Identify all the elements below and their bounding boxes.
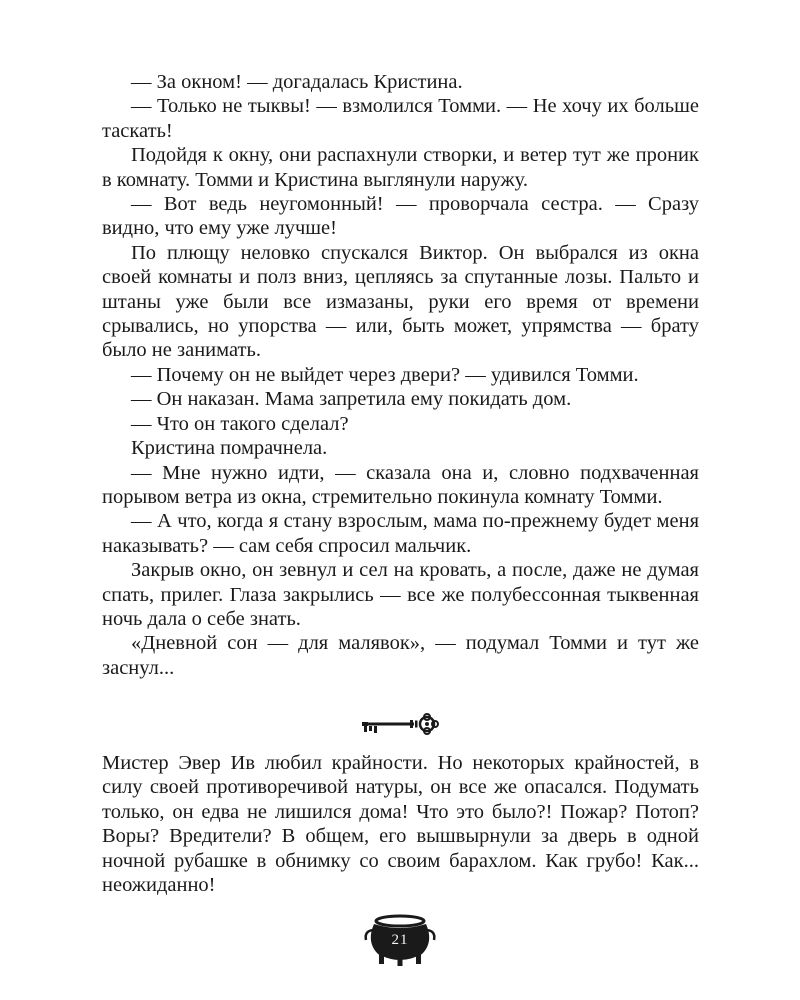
paragraph: — Что он такого сделал?	[131, 412, 349, 435]
page-number-badge	[362, 908, 438, 970]
paragraph: — За окном! — догадалась Кристина.	[131, 71, 463, 93]
paragraph: «Дневной сон — для малявок», — подумал Томми и тут же заснул...	[102, 632, 699, 679]
paragraph: Мистер Эвер Ив любил крайности. Но некоторых крайностей, в силу своей противоречивой натуры, он все же опасался. Подумать только, он едва не лишился дома! Что это было?! Пожар? Потоп? Воры? Вредители? В общем, его вышвырнули за дверь в одной ночной рубашке в обнимку со своим барахлом. Как грубо! Как... неожиданно!	[102, 752, 699, 897]
paragraph: Подойдя к окну, они распахнули створки, и ветер тут же проник в комнату. Томми и Кристина выглянули наружу.	[102, 144, 699, 191]
paragraph: Кристина помрачнела.	[131, 437, 328, 460]
key-ornament-icon	[360, 710, 440, 740]
paragraph: — Только не тыквы! — взмолился Томми. — Не хочу их больше таскать!	[102, 95, 699, 142]
paragraph: — А что, когда я стану взрослым, мама по-прежнему будет меня наказывать? — сам себя спросил мальчик.	[102, 510, 699, 557]
paragraph: — Мне нужно идти, — сказала она и, словно подхваченная порывом ветра из окна, стремительно покинула комнату Томми.	[102, 461, 699, 508]
paragraph: — Почему он не выйдет через двери? — удивился Томми.	[131, 363, 639, 386]
paragraph: Закрыв окно, он зевнул и сел на кровать, а после, даже не думая спать, прилег. Глаза закрылись — все же полубессонная тыквенная ночь дала о себе знать.	[102, 559, 699, 630]
text-section-one	[102, 70, 699, 680]
paragraph: По плющу неловко спускался Виктор. Он выбрался из окна своей комнаты и полз вниз, цепляясь за спутанные лозы. Пальто и штаны уже были все измазаны, руки его время от времени срывались, но упорства — или, быть может, упрямства — брату было не занимать.	[102, 241, 699, 362]
paragraph: — Вот ведь неугомонный! — проворчала сестра. — Сразу видно, что ему уже лучше!	[102, 193, 699, 240]
page-number: 21	[391, 932, 409, 948]
paragraph: — Он наказан. Мама запретила ему покидать дом.	[131, 388, 572, 411]
text-section-two	[102, 751, 699, 897]
